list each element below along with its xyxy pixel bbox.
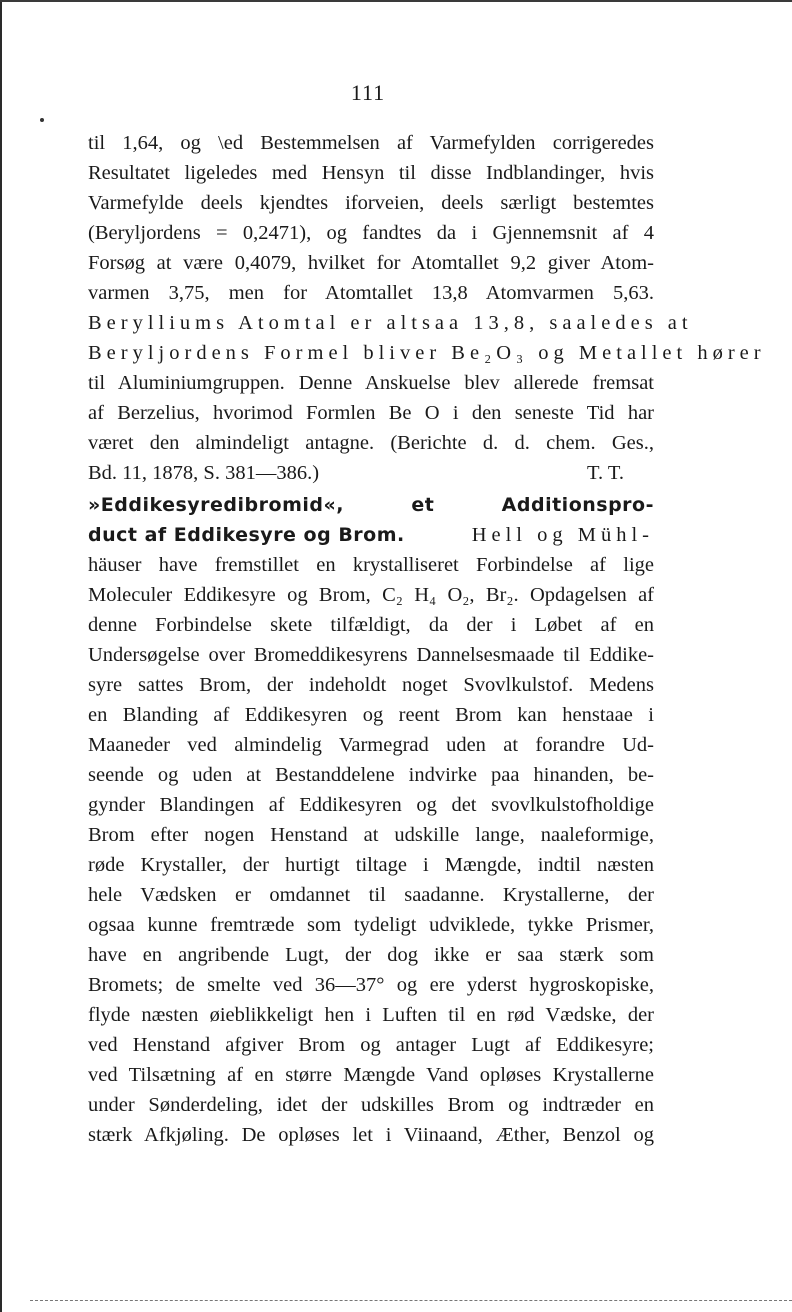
text-line: Varmefylde deels kjendtes iforveien, deels særligt bestemtes [88,192,654,214]
text-line: stærk Afkjøling. De opløses let i Viinaand, Æther, Benzol og [88,1124,654,1146]
text-line: have en angribende Lugt, der dog ikke er saa stærk som [88,944,654,966]
page-top-edge [0,0,792,2]
page-number: 111 [350,80,386,105]
page-bottom-edge [30,1300,792,1302]
text-line: gynder Blandingen af Eddikesyren og det svovlkulstofholdige [88,794,654,816]
text-line: ogsaa kunne fremtræde som tydeligt udviklede, tykke Prismer, [88,914,654,936]
text-line: Moleculer Eddikesyre og Brom, C₂ H₄ O₂, Br₂. Opdagelsen af [88,584,654,606]
text-line: Bromets; de smelte ved 36—37° og ere yderst hygroskopiske, [88,974,654,996]
text-line: under Sønderdeling, idet der udskilles Brom og indtræder en [88,1094,654,1116]
text-line: hele Vædsken er omdannet til saadanne. Krystallerne, der [88,884,654,906]
text-line: røde Krystaller, der hurtigt tiltage i Mængde, indtil næsten [88,854,654,876]
text-line-spaced: Berylliums Atomtal er altsaa 13,8, saaledes at [88,312,693,334]
text-line: Maaneder ved almindelig Varmegrad uden at forandre Ud- [88,734,654,756]
text-line: flyde næsten øieblikkeligt hen i Luften til en rød Vædske, der [88,1004,654,1026]
text-line: Brom efter nogen Henstand at udskille lange, naaleformige, [88,824,654,846]
text-line: en Blanding af Eddikesyren og reent Brom kan henstaae i [88,704,654,726]
page-body [88,128,766,1150]
text-line: ved Henstand afgiver Brom og antager Lugt af Eddikesyre; [88,1034,654,1056]
text-line: Resultatet ligeledes med Hensyn til disse Indblandinger, hvis [88,162,654,184]
text-line: ved Tilsætning af en større Mængde Vand opløses Krystallerne [88,1064,654,1086]
page-left-edge [0,0,2,1312]
text-line: Undersøgelse over Bromeddikesyrens Dannelsesmaade til Eddike- [88,644,654,666]
text-line: häuser have fremstillet en krystalliseret Forbindelse af lige [88,554,654,576]
formula-line-text: Beryljordens Formel bliver Be₂O₃ og Metallet hører [88,342,766,364]
text-line: varmen 3,75, men for Atomtallet 13,8 Atomvarmen 5,63. [88,282,654,304]
text-line: af Berzelius, hvorimod Formlen Be O i den seneste Tid har [88,402,654,424]
author-initials: T. T. [586,462,624,484]
text-line-formula [88,338,766,368]
text-line: været den almindeligt antagne. (Berichte d. d. chem. Ges., [88,432,654,454]
text-line: seende og uden at Bestanddelene indvirke paa hinanden, be- [88,764,654,786]
author-names: Hell og Mühl- [471,524,654,546]
margin-speck [40,118,44,122]
text-line: til Aluminiumgruppen. Denne Anskuelse blev allerede fremsat [88,372,654,394]
text-line: til 1,64, og \ed Bestemmelsen af Varmefylden corrigeredes [88,132,654,154]
section-heading-line-2 [88,520,654,550]
section-heading: »Eddikesyredibromid«, et Additionspro- [88,494,654,516]
section-heading-continued: duct af Eddikesyre og Brom. [88,524,405,546]
citation-text: Bd. 11, 1878, S. 381—386.) [88,462,320,484]
text-line: Forsøg at være 0,4079, hvilket for Atomtallet 9,2 giver Atom- [88,252,654,274]
citation-line [88,458,654,488]
text-line: (Beryljordens = 0,2471), og fandtes da i Gjennemsnit af 4 [88,222,654,244]
text-line: denne Forbindelse skete tilfældigt, da der i Løbet af en [88,614,654,636]
text-line: syre sattes Brom, der indeholdt noget Svovlkulstof. Medens [88,674,654,696]
